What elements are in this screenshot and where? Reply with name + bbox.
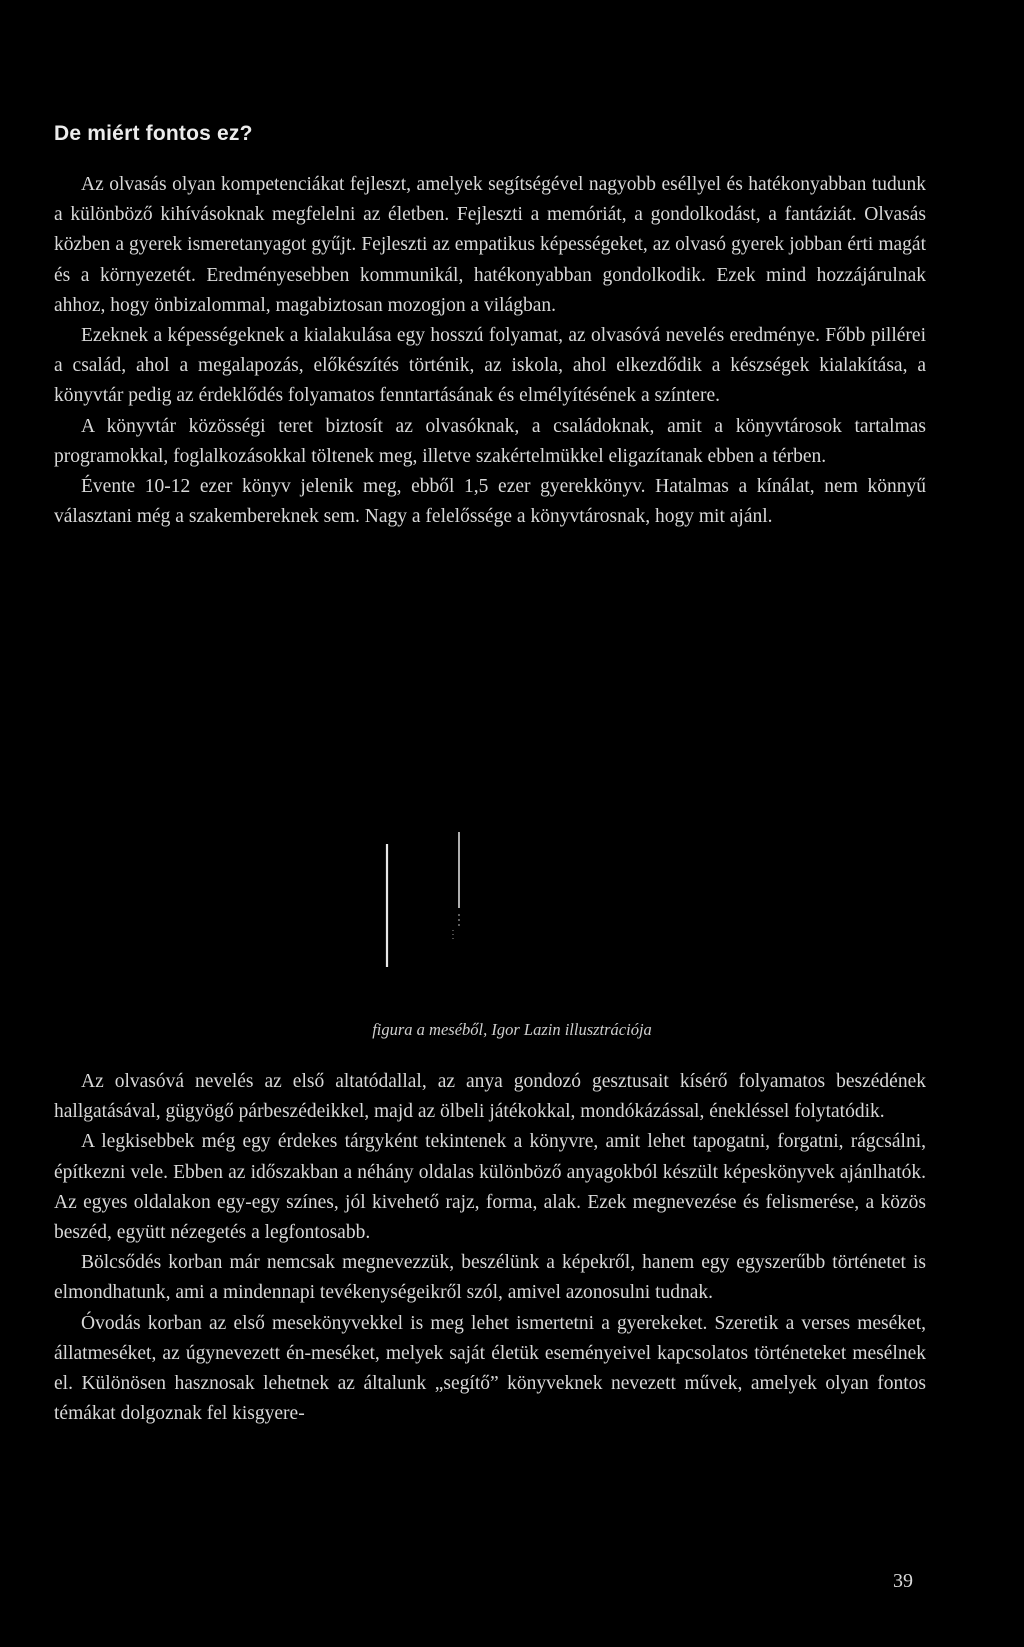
paragraph: Bölcsődés korban már nemcsak megnevezzük, beszélünk a képekről, hanem egy egyszerűbb történetet is elmondhatunk, ami a mindennapi tevékenységeikről szól, amivel azonosulni tudnak.: [54, 1252, 926, 1304]
paragraph: Az olvasás olyan kompetenciákat fejleszt, amelyek segítségével nagyobb eséllyel és hatékonyabban tudunk a különböző kihívásoknak megfelelni az életben. Fejleszti a memóriát, a gondolkodást, a fantáziát. Olvasás közben a gyerek ismeretanyagot gyűjt. Fejleszti az empatikus képességeket, az olvasó gyerek jobban érti magát és a környezetét. Eredményesebben kommunikál, hatékonyabban gondolkodik. Ezek mind hozzájárulnak ahhoz, hogy önbizalommal, magabiztosan mozogjon a világban.: [54, 174, 926, 316]
paragraph: Évente 10-12 ezer könyv jelenik meg, ebből 1,5 ezer gyerekkönyv. Hatalmas a kínálat, nem könnyű választani még a szakembereknek sem. Nagy a felelőssége a könyvtárosnak, hogy mit ajánl.: [54, 476, 926, 528]
paragraph: Ezeknek a képességeknek a kialakulása egy hosszú folyamat, az olvasóvá nevelés eredménye. Főbb pillérei a család, ahol a megalapozás, előkészítés történik, az iskola, ahol elkezdődik a készségek kialakítása, a könyvtár pedig az érdeklődés folyamatos fenntartásának és elmélyítésének a színtere.: [54, 325, 926, 407]
lower-text-block: [54, 1067, 926, 1429]
paragraph: Az olvasóvá nevelés az első altatódallal, az anya gondozó gesztusait kísérő folyamatos beszédének hallgatásával, gügyögő párbeszédeikkel, majd az ölbeli játékokkal, mondókázással, énekléssel folytatódik.: [54, 1071, 926, 1123]
paragraph: A könyvtár közösségi teret biztosít az olvasóknak, a családoknak, amit a könyvtárosok tartalmas programokkal, foglalkozásokkal töltenek meg, illetve szakértelmükkel eligazítanak ebben a térben.: [54, 415, 926, 467]
upper-text-block: [54, 170, 926, 532]
paragraph: Óvodás korban az első mesekönyvekkel is meg lehet ismertetni a gyerekeket. Szeretik a verses meséket, állatmeséket, az úgynevezett én-meséket, melyek saját életük eseményeivel kapcsolatos történeteket mesélnek el. Különösen hasznosak lehetnek az általunk „segítő” könyveknek nevezett művek, amelyek olyan fontos témákat dolgoznak fel kisgyere-: [54, 1312, 926, 1425]
paragraph: A legkisebbek még egy érdekes tárgyként tekintenek a könyvre, amit lehet tapogatni, forgatni, rágcsálni, építkezni vele. Ebben az időszakban a néhány oldalas különböző anyagokból készült képeskönyvek ajánlhatók. Az egyes oldalakon egy-egy színes, jól kivehető rajz, forma, alak. Ezek megnevezése és felismerése, a közös beszéd, együtt nézegetés a legfontosabb.: [54, 1131, 926, 1244]
section-heading: De miért fontos ez?: [54, 122, 253, 145]
figure-caption: figura a meséből, Igor Lazin illusztrációja: [372, 1020, 652, 1039]
page-number: 39: [893, 1570, 913, 1592]
illustration-figure: [370, 830, 490, 970]
